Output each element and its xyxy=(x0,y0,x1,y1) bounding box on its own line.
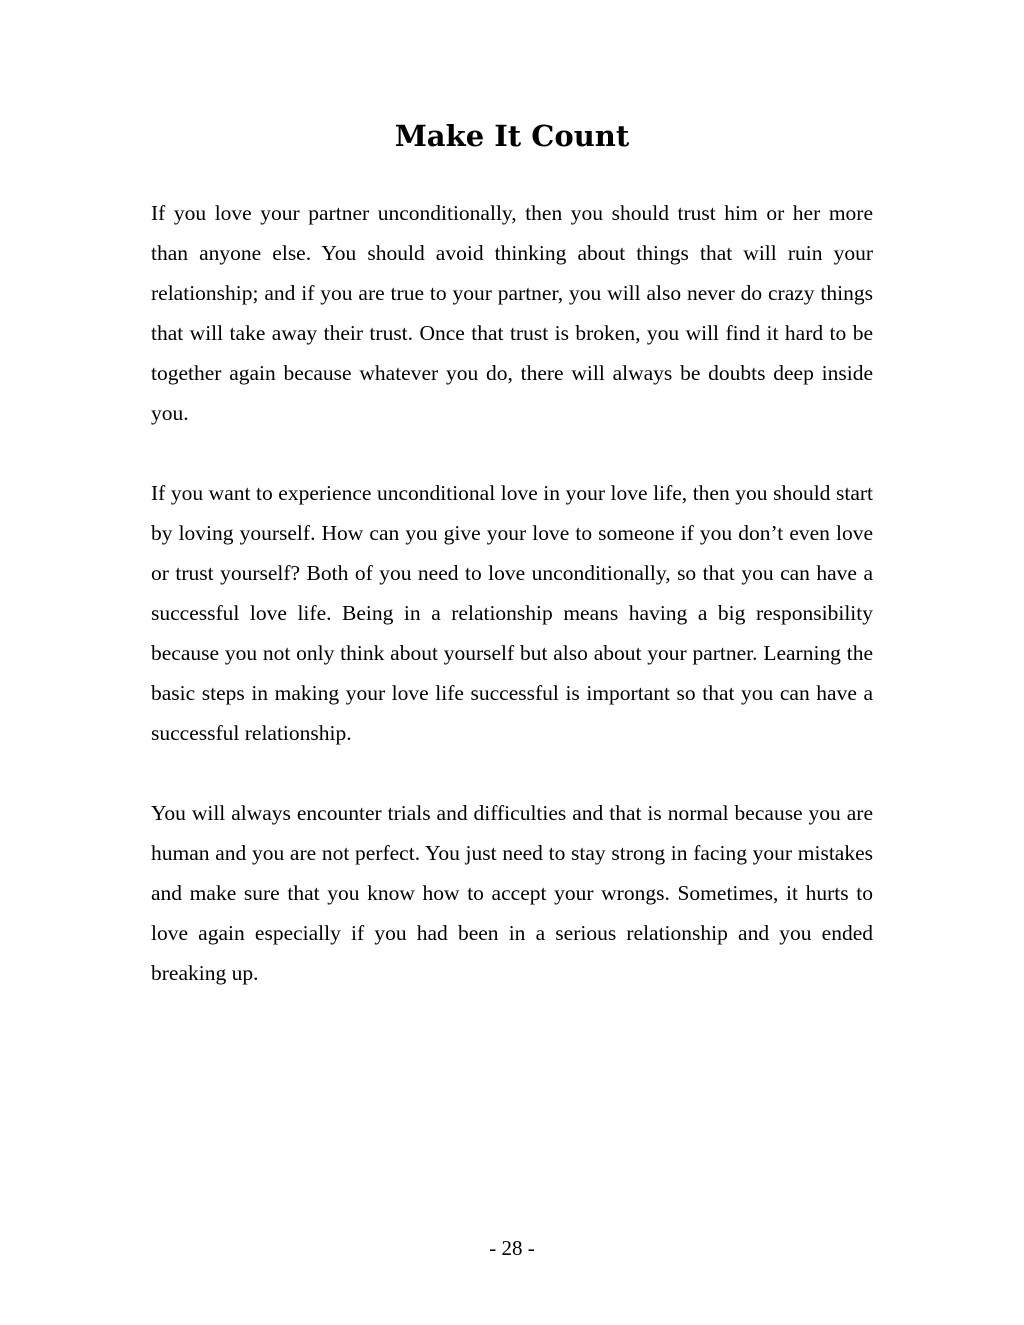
paragraph-3: You will always encounter trials and difficulties and that is normal because you are human and you are not perfect. You just need to stay strong in facing your mistakes and make sure that you know how to accept your wrongs. Sometimes, it hurts to love again especially if you had been in a serious relationship and you ended breaking up. xyxy=(151,801,873,985)
page-title: Make It Count xyxy=(394,119,630,153)
paragraph-1: If you love your partner unconditionally, then you should trust him or her more than anyone else. You should avoid thinking about things that will ruin your relationship; and if you are true to your partner, you will also never do crazy things that will take away their trust. Once that trust is broken, you will find it hard to be together again because whatever you do, there will always be doubts deep inside you. xyxy=(151,201,873,425)
body-text xyxy=(151,193,873,1033)
paragraph-2: If you want to experience unconditional love in your love life, then you should start by loving yourself. How can you give your love to someone if you don’t even love or trust yourself? Both of you need to love unconditionally, so that you can have a successful love life. Being in a relationship means having a big responsibility because you not only think about yourself but also about your partner. Learning the basic steps in making your love life successful is important so that you can have a successful relationship. xyxy=(151,481,873,745)
page-number: - 28 - xyxy=(489,1236,535,1260)
